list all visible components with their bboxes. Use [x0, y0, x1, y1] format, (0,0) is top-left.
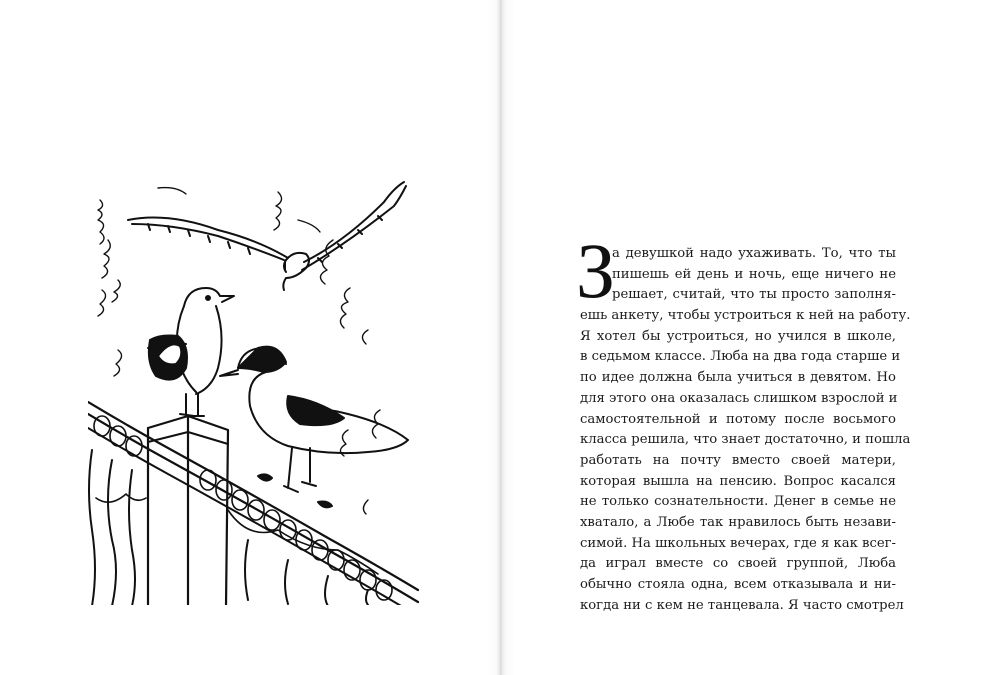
text-line: пишешь ей день и ночь, еще ничего не — [612, 266, 896, 282]
text-line: по идее должна была учиться в девятом. Но — [580, 370, 896, 386]
text-line: в седьмом классе. Люба на два года старше и — [580, 349, 901, 365]
left-gull — [148, 288, 234, 416]
text-line: не только сознательности. Денег в семье не — [580, 494, 896, 510]
text-line: да играл вместе со своей группой, Люба — [580, 556, 896, 572]
right-gull — [220, 347, 408, 492]
text-line: решает, считай, что ты просто заполня- — [612, 287, 896, 303]
text-line: ешь анкету, чтобы устроиться к ней на работу. — [580, 308, 911, 324]
body-text — [580, 244, 911, 616]
text-line: класса решила, что знает достаточно, и пошла — [580, 432, 911, 448]
text-line: которая вышла на пенсию. Вопрос касался — [580, 473, 896, 489]
drop-cap: З — [576, 227, 616, 314]
text-line: Я хотел бы устроиться, но учился в школе, — [580, 328, 896, 344]
flying-gull — [128, 182, 406, 290]
text-line: самостоятельной и потому после восьмого — [580, 411, 896, 427]
left-page — [0, 0, 500, 675]
text-line: а девушкой надо ухаживать. То, что ты — [612, 246, 896, 261]
seagulls-illustration — [88, 180, 420, 605]
text-line: когда ни с кем не танцевала. Я часто смотрел — [580, 597, 904, 613]
text-line: симой. На школьных вечерах, где я как всег- — [580, 535, 896, 551]
text-line: для этого она оказалась слишком взрослой и — [580, 390, 898, 406]
railing — [88, 402, 418, 605]
text-line: обычно стояла одна, всем отказывала и ни- — [580, 577, 896, 592]
text-line: работать на почту вместо своей матери, — [580, 452, 896, 468]
text-line: хватало, а Любе так нравилось быть незави- — [580, 514, 896, 530]
